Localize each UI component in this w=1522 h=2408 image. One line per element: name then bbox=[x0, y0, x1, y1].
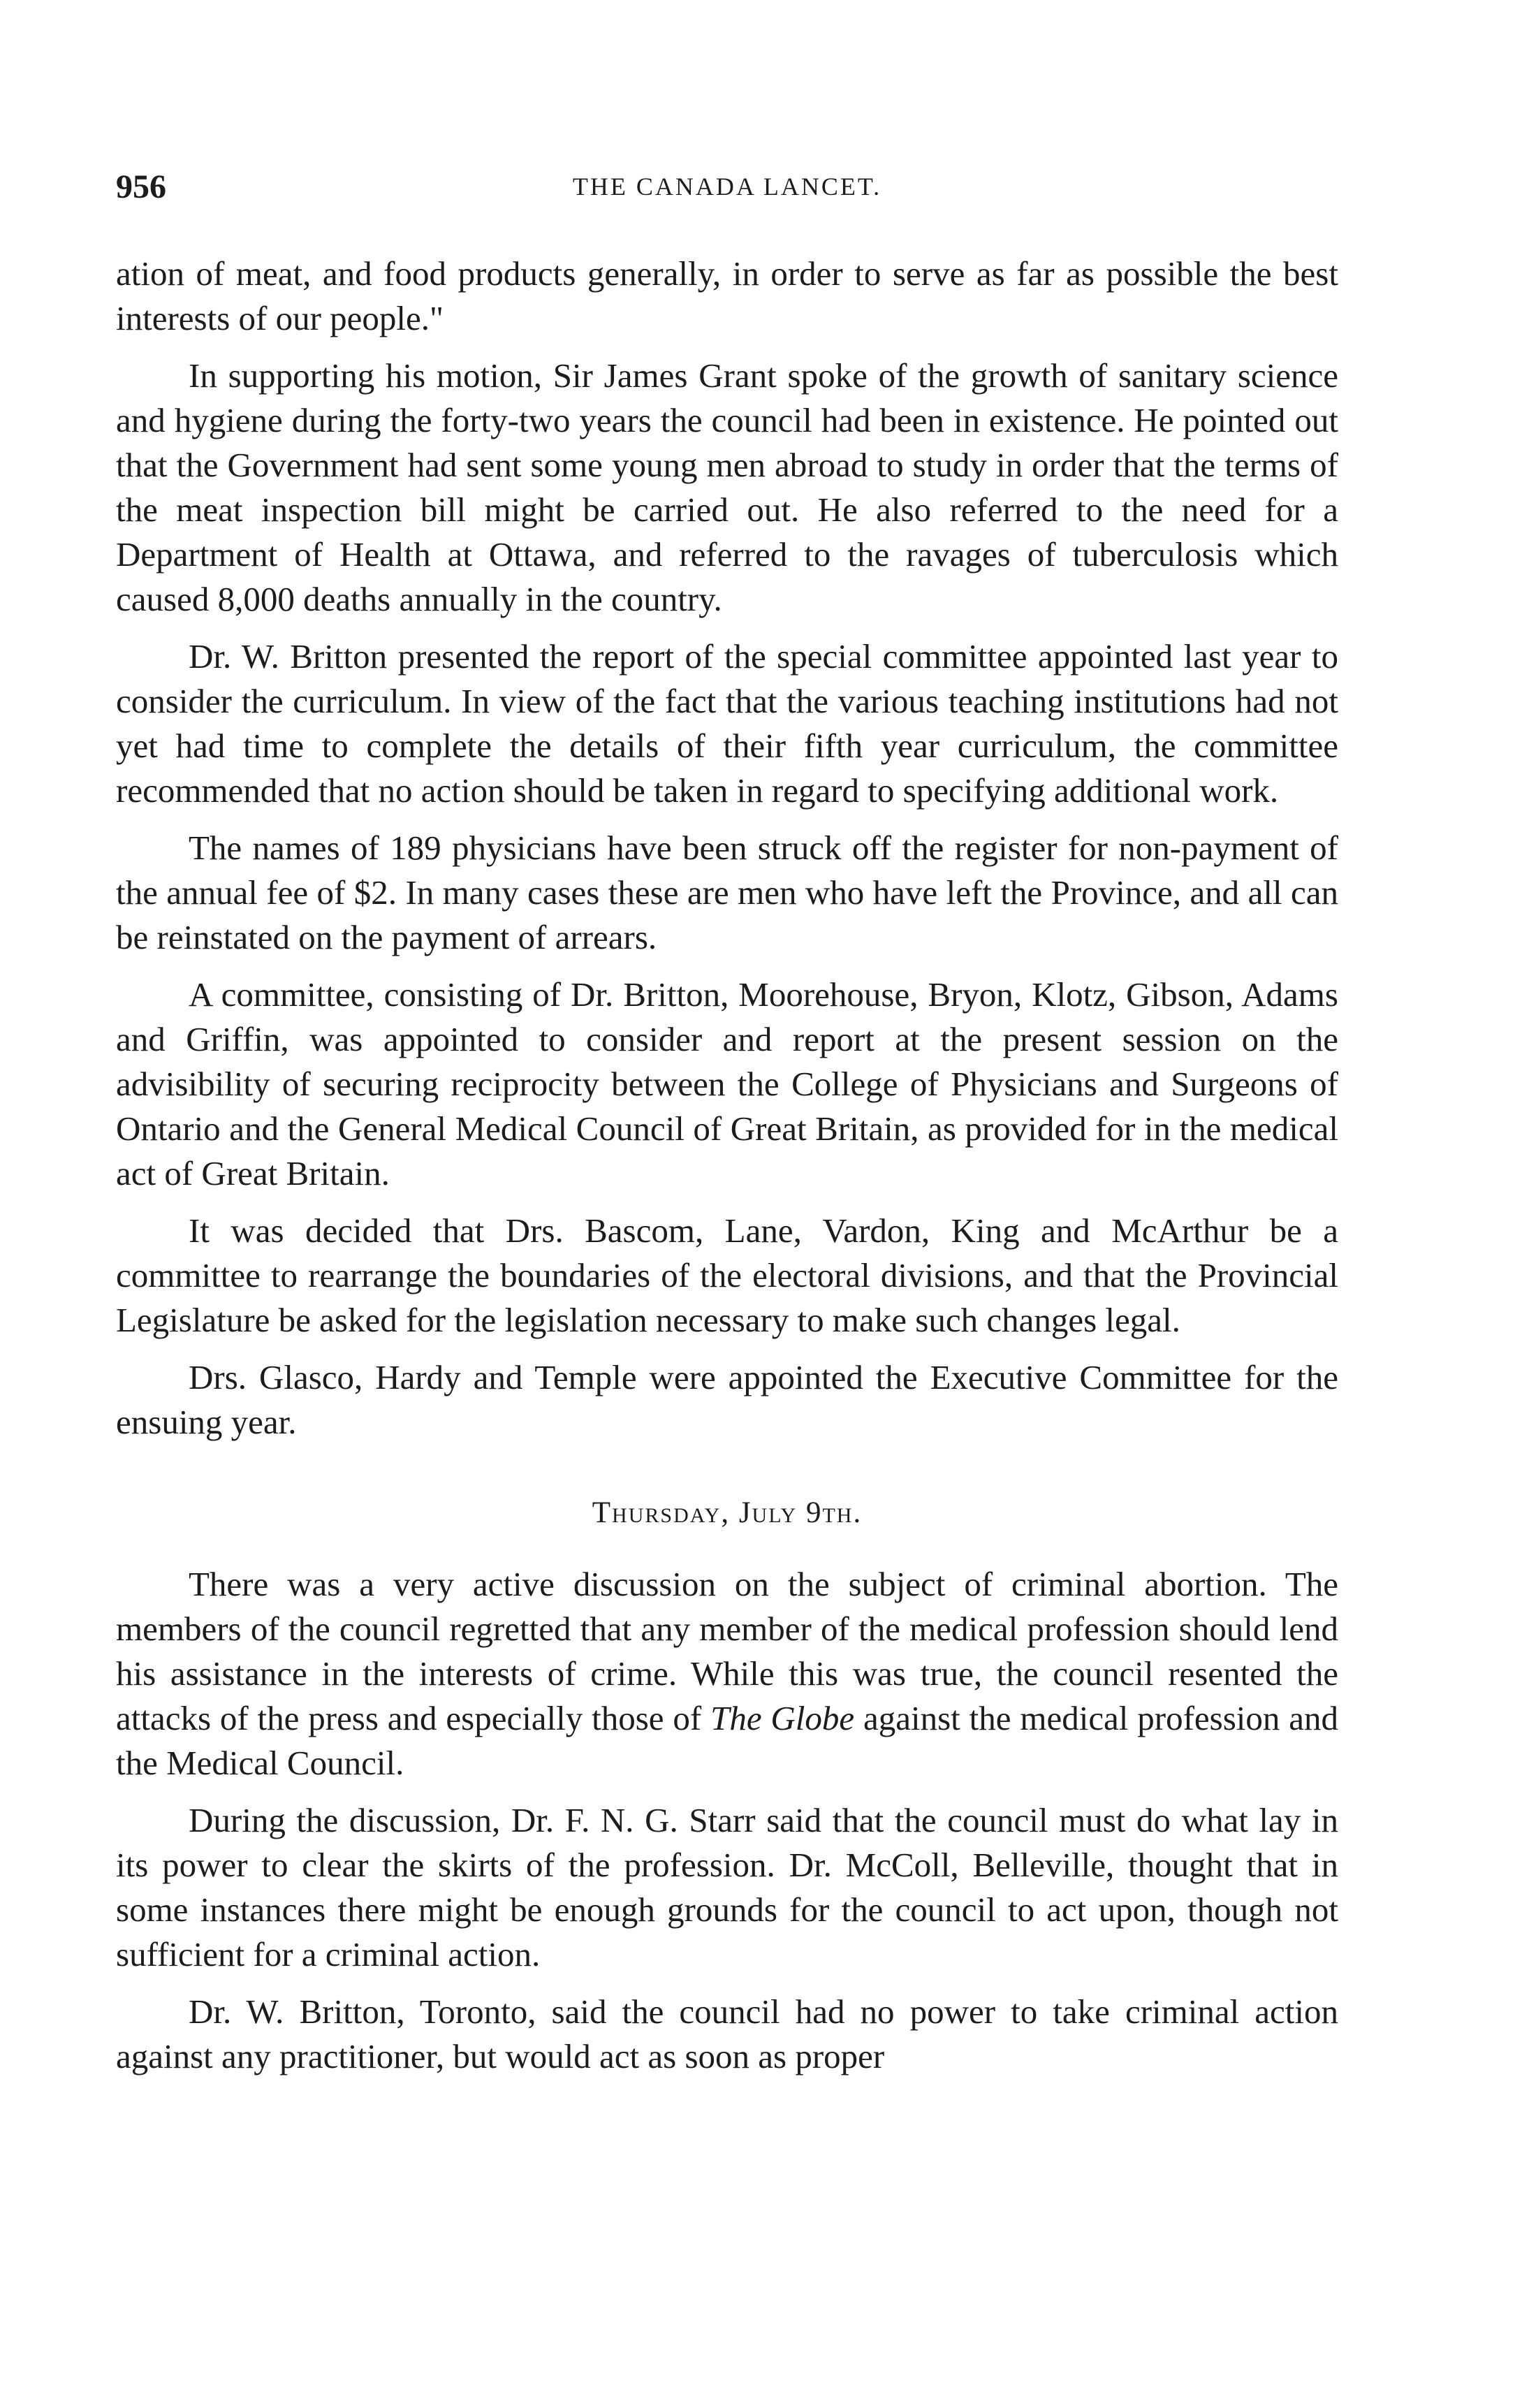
paragraph-text: There was a very active discussion on the subject of criminal abortion. The members of the council regretted that any member of the medical profession should lend his assistance in the interests of crime. While this was true, the council resented the attacks of the press and especially those of bbox=[116, 1565, 1338, 1737]
paragraph: ation of meat, and food products generally, in order to serve as far as possible the best interests of our people." bbox=[116, 254, 1338, 337]
section-heading: Thursday, July 9th. bbox=[592, 1496, 863, 1529]
page-number: 956 bbox=[116, 168, 166, 205]
running-title: THE CANADA LANCET. bbox=[572, 173, 882, 200]
paragraph: Drs. Glasco, Hardy and Temple were appointed the Executive Committee for the ensuing year. bbox=[116, 1358, 1338, 1441]
paragraph: Dr. W. Britton, Toronto, said the council had no power to take criminal action against any practitioner, but would act as soon as proper bbox=[116, 1992, 1338, 2075]
paragraph: In supporting his motion, Sir James Grant spoke of the growth of sanitary science and hygiene during the forty-two years the council had been in existence. He pointed out that the Government had sent some young men abroad to study in order that the terms of the meat inspection bill might be carried out. He also referred to the need for a Department of Health at Ottawa, and referred to the ravages of tuberculosis which caused 8,000 deaths annually in the country. bbox=[116, 356, 1338, 618]
page bbox=[116, 168, 1338, 2092]
body-text bbox=[116, 251, 1338, 2079]
paragraph: The names of 189 physicians have been struck off the register for non-payment of the annual fee of $2. In many cases these are men who have left the Province, and all can be reinstated on the payment of arrears. bbox=[116, 829, 1338, 956]
paragraph bbox=[116, 1562, 1338, 1786]
paragraph: A committee, consisting of Dr. Britton, Moorehouse, Bryon, Klotz, Gibson, Adams and Griffin, was appointed to consider and report at the present session on the advisibility of securing reciprocity between the College of Physicians and Surgeons of Ontario and the General Medical Council of Great Britain, as provided for in the medical act of Great Britain. bbox=[116, 975, 1338, 1192]
paragraph: Dr. W. Britton presented the report of the special committee appointed last year to consider the curriculum. In view of the fact that the various teaching institutions had not yet had time to complete the details of their fifth year curriculum, the committee recommended that no action should be taken in regard to specifying additional work. bbox=[116, 637, 1338, 810]
page-header bbox=[116, 168, 1338, 217]
paragraph-text: against the medical profession and the Medical Council. bbox=[116, 1699, 1338, 1782]
paragraph: During the discussion, Dr. F. N. G. Starr said that the council must do what lay in its power to clear the skirts of the profession. Dr. McColl, Belleville, thought that in some instances there might be enough grounds for the council to act upon, though not sufficient for a criminal action. bbox=[116, 1801, 1338, 1973]
paragraph: It was decided that Drs. Bascom, Lane, Vardon, King and McArthur be a committee to rearrange the boundaries of the electoral divisions, and that the Provincial Legislature be asked for the legislation necessary to make such changes legal. bbox=[116, 1211, 1338, 1339]
newspaper-title: The Globe bbox=[710, 1699, 855, 1737]
